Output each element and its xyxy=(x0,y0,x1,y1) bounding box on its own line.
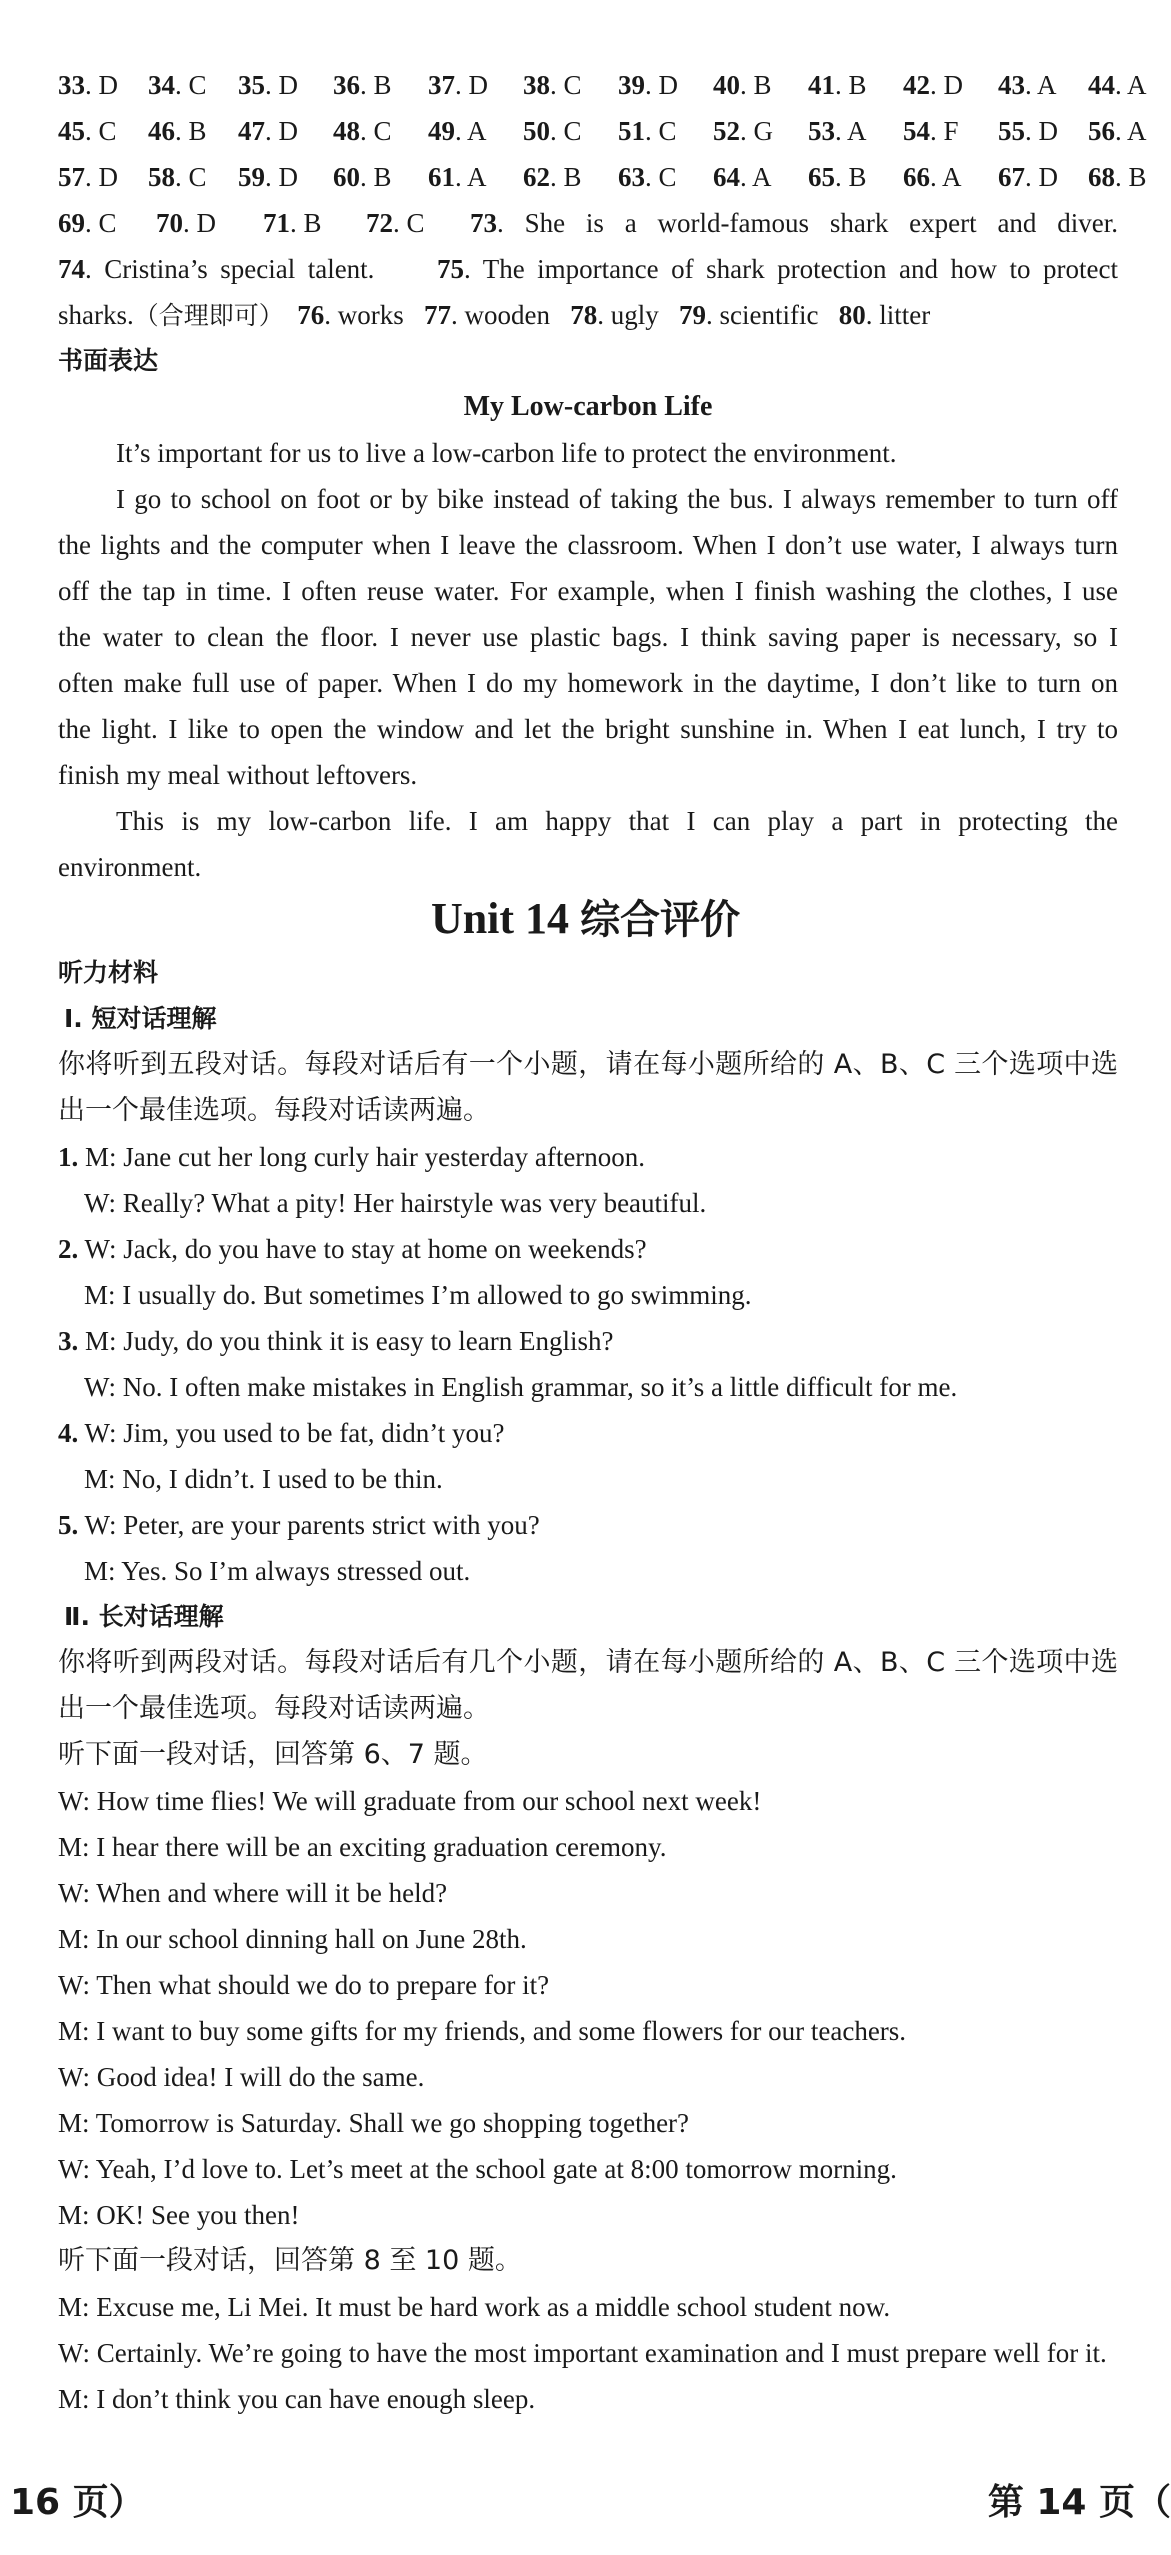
dialog-text: M: Jane cut her long curly hair yesterday afternoon. xyxy=(85,1142,646,1172)
answer-choice: D xyxy=(943,70,963,100)
essay-line: I go to school on foot or by bike instead of taking the bus. I always remember to turn off xyxy=(116,484,1118,514)
answer-choice: B xyxy=(753,70,772,100)
answer-choice: C xyxy=(188,162,207,192)
question-number: 57 xyxy=(58,162,85,192)
answer-row-4 xyxy=(58,200,1118,246)
answer-item: 51. C xyxy=(618,116,677,146)
answer-choice: C xyxy=(188,70,207,100)
question-number: 45 xyxy=(58,116,85,146)
question-number: 60 xyxy=(333,162,360,192)
answer-item: 44. A xyxy=(1088,70,1147,100)
conversation-2-intro: 听下面一段对话，回答第 8 至 10 题。 xyxy=(58,2245,522,2276)
question-number: 47 xyxy=(238,116,265,146)
answer-choice: D xyxy=(98,162,118,192)
answer-choice: D xyxy=(278,162,298,192)
answer-choice: A xyxy=(847,116,867,146)
answer-choice: C xyxy=(658,162,677,192)
conversation-2 xyxy=(58,2284,1118,2422)
conversation-line: W: Yeah, I’d love to. Let’s meet at the school gate at 8:00 tomorrow morning. xyxy=(58,2154,897,2184)
section-2-title: Ⅱ. 长对话理解 xyxy=(64,1602,224,1631)
answer-item: 55. D xyxy=(998,116,1058,146)
answer-choice: A xyxy=(942,162,962,192)
conversation-line: M: OK! See you then! xyxy=(58,2200,300,2230)
answer-item: 42. D xyxy=(903,70,963,100)
answer-choice: C xyxy=(658,116,677,146)
answer-choice: C xyxy=(98,116,117,146)
question-number: 33 xyxy=(58,70,85,100)
answer-choice: D xyxy=(98,70,118,100)
conversation-line: M: I want to buy some gifts for my friends, and some flowers for our teachers. xyxy=(58,2016,907,2046)
essay-line: often make full use of paper. When I do my homework in the daytime, I don’t like to turn on xyxy=(58,668,1118,698)
essay-body xyxy=(58,430,1118,890)
essay-paragraph-3 xyxy=(58,798,1118,890)
question-number: 51 xyxy=(618,116,645,146)
dialog-number: 4. xyxy=(58,1418,79,1448)
instruction-line: 出一个最佳选项。每段对话读两遍。 xyxy=(58,1095,490,1126)
answer-item: 71. B xyxy=(263,208,322,238)
conversation-line: W: How time flies! We will graduate from our school next week! xyxy=(58,1786,762,1816)
answer-item: 37. D xyxy=(428,70,488,100)
question-number: 67 xyxy=(998,162,1025,192)
answer-choice: A xyxy=(1127,116,1147,146)
instruction-line: 你将听到两段对话。每段对话后有几个小题，请在每小题所给的 A、B、C 三个选项中选 xyxy=(58,1647,1118,1678)
listening-heading: 听力材料 xyxy=(58,958,159,987)
question-number: 35 xyxy=(238,70,265,100)
question-number: 66 xyxy=(903,162,930,192)
answer-item: 53. A xyxy=(808,116,867,146)
answer-item: 56. A xyxy=(1088,116,1147,146)
answer-item: 36. B xyxy=(333,70,392,100)
essay-paragraph-2 xyxy=(58,476,1118,798)
question-number: 62 xyxy=(523,162,550,192)
answer-item: 73. She is a world-famous shark expert and diver. xyxy=(470,208,1118,238)
answer-choice: B xyxy=(373,70,392,100)
dialog-line xyxy=(58,1134,1118,1180)
question-number: 40 xyxy=(713,70,740,100)
conversation-line: M: I hear there will be an exciting graduation ceremony. xyxy=(58,1832,667,1862)
answer-item: 35. D xyxy=(238,70,298,100)
answer-choice: D xyxy=(468,70,488,100)
question-number: 53 xyxy=(808,116,835,146)
question-number: 52 xyxy=(713,116,740,146)
answer-item: 38. C xyxy=(523,70,582,100)
essay-line: the lights and the computer when I leave the classroom. When I don’t use water, I always turn xyxy=(58,530,1118,560)
answer-choice: B xyxy=(563,162,582,192)
answer-choice: B xyxy=(848,70,867,100)
unit-title: Unit 14 综合评价 xyxy=(430,894,741,943)
essay-title: My Low-carbon Life xyxy=(463,391,713,422)
answer-item: 45. C xyxy=(58,116,117,146)
answer-choice: D xyxy=(278,70,298,100)
answer-choice: C xyxy=(563,70,582,100)
dialog-text: M: Judy, do you think it is easy to learn English? xyxy=(85,1326,614,1356)
answer-item: 59. D xyxy=(238,162,298,192)
essay-paragraph-1: It’s important for us to live a low-carbon life to protect the environment. xyxy=(116,438,897,468)
answer-item: 58. C xyxy=(148,162,207,192)
answer-row-2 xyxy=(58,108,1147,154)
conversation-line: M: In our school dinning hall on June 28th. xyxy=(58,1924,527,1954)
section-1-instructions xyxy=(58,1042,1118,1134)
section-1-title: Ⅰ. 短对话理解 xyxy=(64,1004,217,1033)
essay-line: off the tap in time. I often reuse water. For example, when I finish washing the clothes, I use xyxy=(58,576,1118,606)
answer-choice: D xyxy=(1038,116,1058,146)
answer-item: 49. A xyxy=(428,116,487,146)
conversation-line: W: When and where will it be held? xyxy=(58,1878,448,1908)
question-number: 63 xyxy=(618,162,645,192)
question-number: 37 xyxy=(428,70,455,100)
dialog-line xyxy=(58,1226,1118,1272)
essay-line: the water to clean the floor. I never use plastic bags. I think saving paper is necessary, so I xyxy=(58,622,1118,652)
answer-item: 46. B xyxy=(148,116,207,146)
conversation-line: M: I don’t think you can have enough sleep. xyxy=(58,2384,536,2414)
footer-left-page: 16 页） xyxy=(10,2482,145,2523)
conversation-line: M: Tomorrow is Saturday. Shall we go shopping together? xyxy=(58,2108,690,2138)
answer-choice: D xyxy=(278,116,298,146)
answer-item: 70. D xyxy=(156,208,216,238)
question-number: 59 xyxy=(238,162,265,192)
dialog-text: W: Jack, do you have to stay at home on weekends? xyxy=(84,1234,647,1264)
short-dialogs xyxy=(58,1134,1118,1594)
answer-item: 34. C xyxy=(148,70,207,100)
answer-choice: A xyxy=(752,162,772,192)
answer-item: 50. C xyxy=(523,116,582,146)
answer-choice: F xyxy=(943,116,959,146)
dialog-line: M: No, I didn’t. I used to be thin. xyxy=(84,1464,443,1494)
conversation-1 xyxy=(58,1778,1118,2238)
answer-item: 69. C xyxy=(58,208,117,238)
answer-item: 60. B xyxy=(333,162,392,192)
dialog-line: M: I usually do. But sometimes I’m allowed to go swimming. xyxy=(84,1280,752,1310)
answer-item: 64. A xyxy=(713,162,772,192)
instruction-line: 你将听到五段对话。每段对话后有一个小题，请在每小题所给的 A、B、C 三个选项中选 xyxy=(58,1049,1118,1080)
answer-item: 52. G xyxy=(713,116,773,146)
answer-item: 40. B xyxy=(713,70,772,100)
conversation-1-intro: 听下面一段对话，回答第 6、7 题。 xyxy=(58,1739,488,1770)
dialog-line: W: Really? What a pity! Her hairstyle was very beautiful. xyxy=(84,1188,707,1218)
dialog-line xyxy=(58,1410,1118,1456)
answer-choice: C xyxy=(563,116,582,146)
writing-heading: 书面表达 xyxy=(58,346,159,375)
question-number: 41 xyxy=(808,70,835,100)
answer-row-1 xyxy=(58,62,1147,108)
essay-line: finish my meal without leftovers. xyxy=(58,760,418,790)
dialog-number: 2. xyxy=(58,1234,79,1264)
conversation-line: W: Good idea! I will do the same. xyxy=(58,2062,425,2092)
answer-item: 54. F xyxy=(903,116,959,146)
answer-choice: B xyxy=(373,162,392,192)
answer-choice: A xyxy=(467,162,487,192)
answer-item: 68. B xyxy=(1088,162,1147,192)
question-number: 56 xyxy=(1088,116,1115,146)
question-number: 39 xyxy=(618,70,645,100)
dialog-number: 3. xyxy=(58,1326,79,1356)
writing-section xyxy=(58,338,1118,890)
question-number: 61 xyxy=(428,162,455,192)
answer-item: 41. B xyxy=(808,70,867,100)
answer-item: 63. C xyxy=(618,162,677,192)
question-number: 36 xyxy=(333,70,360,100)
question-number: 42 xyxy=(903,70,930,100)
answer-choice: A xyxy=(1037,70,1057,100)
section-2-instructions xyxy=(58,1640,1118,1732)
answer-item: 62. B xyxy=(523,162,582,192)
dialog-number: 5. xyxy=(58,1510,79,1540)
question-number: 44 xyxy=(1088,70,1115,100)
conversation-line: M: Excuse me, Li Mei. It must be hard work as a middle school student now. xyxy=(58,2292,891,2322)
question-number: 65 xyxy=(808,162,835,192)
question-number: 64 xyxy=(713,162,740,192)
answer-choice: D xyxy=(1038,162,1058,192)
answer-item: 65. B xyxy=(808,162,867,192)
dialog-line: M: Yes. So I’m always stressed out. xyxy=(84,1556,471,1586)
question-number: 38 xyxy=(523,70,550,100)
instruction-line: 出一个最佳选项。每段对话读两遍。 xyxy=(58,1693,490,1724)
answer-row-3 xyxy=(58,154,1147,200)
question-number: 54 xyxy=(903,116,930,146)
answer-row-5: 74. Cristina’s special talent. 75. The importance of shark protection and how to protect xyxy=(58,254,1118,284)
answer-choice: G xyxy=(753,116,773,146)
answer-choice: B xyxy=(1128,162,1147,192)
essay-line: This is my low-carbon life. I am happy that I can play a part in protecting the xyxy=(116,806,1118,836)
question-number: 68 xyxy=(1088,162,1115,192)
dialog-line xyxy=(58,1502,1118,1548)
answer-choice: A xyxy=(467,116,487,146)
answer-row-6: sharks.（合理即可） 76. works 77. wooden 78. ugly 79. scientific 80. litter xyxy=(58,300,931,330)
question-number: 50 xyxy=(523,116,550,146)
question-number: 43 xyxy=(998,70,1025,100)
answer-item: 66. A xyxy=(903,162,962,192)
answer-item: 43. A xyxy=(998,70,1057,100)
answer-choice: D xyxy=(658,70,678,100)
answer-item: 67. D xyxy=(998,162,1058,192)
answer-item: 47. D xyxy=(238,116,298,146)
dialog-text: W: Peter, are your parents strict with you? xyxy=(84,1510,540,1540)
answer-choice: B xyxy=(848,162,867,192)
essay-line: the light. I like to open the window and let the bright sunshine in. When I eat lunch, I try to xyxy=(58,714,1118,744)
answer-item: 72. C xyxy=(366,208,425,238)
question-number: 58 xyxy=(148,162,175,192)
conversation-line: W: Then what should we do to prepare for it? xyxy=(58,1970,550,2000)
answer-item: 57. D xyxy=(58,162,118,192)
question-number: 34 xyxy=(148,70,175,100)
dialog-text: W: Jim, you used to be fat, didn’t you? xyxy=(84,1418,505,1448)
answer-item: 61. A xyxy=(428,162,487,192)
conversation-line: W: Certainly. We’re going to have the most important examination and I must prepare well for it. xyxy=(58,2338,1107,2368)
answer-item: 48. C xyxy=(333,116,392,146)
question-number: 49 xyxy=(428,116,455,146)
question-number: 48 xyxy=(333,116,360,146)
question-number: 55 xyxy=(998,116,1025,146)
answer-item: 39. D xyxy=(618,70,678,100)
answer-key xyxy=(58,62,1147,338)
answer-choice: C xyxy=(373,116,392,146)
footer-right-page: 第 14 页（ xyxy=(987,2482,1171,2523)
essay-line: environment. xyxy=(58,852,202,882)
answer-item: 33. D xyxy=(58,70,118,100)
question-number: 46 xyxy=(148,116,175,146)
answer-choice: B xyxy=(188,116,207,146)
dialog-line xyxy=(58,1318,1118,1364)
answer-choice: A xyxy=(1127,70,1147,100)
listening-section xyxy=(58,950,1118,2422)
dialog-number: 1. xyxy=(58,1142,79,1172)
dialog-line: W: No. I often make mistakes in English grammar, so it’s a little difficult for me. xyxy=(84,1372,958,1402)
